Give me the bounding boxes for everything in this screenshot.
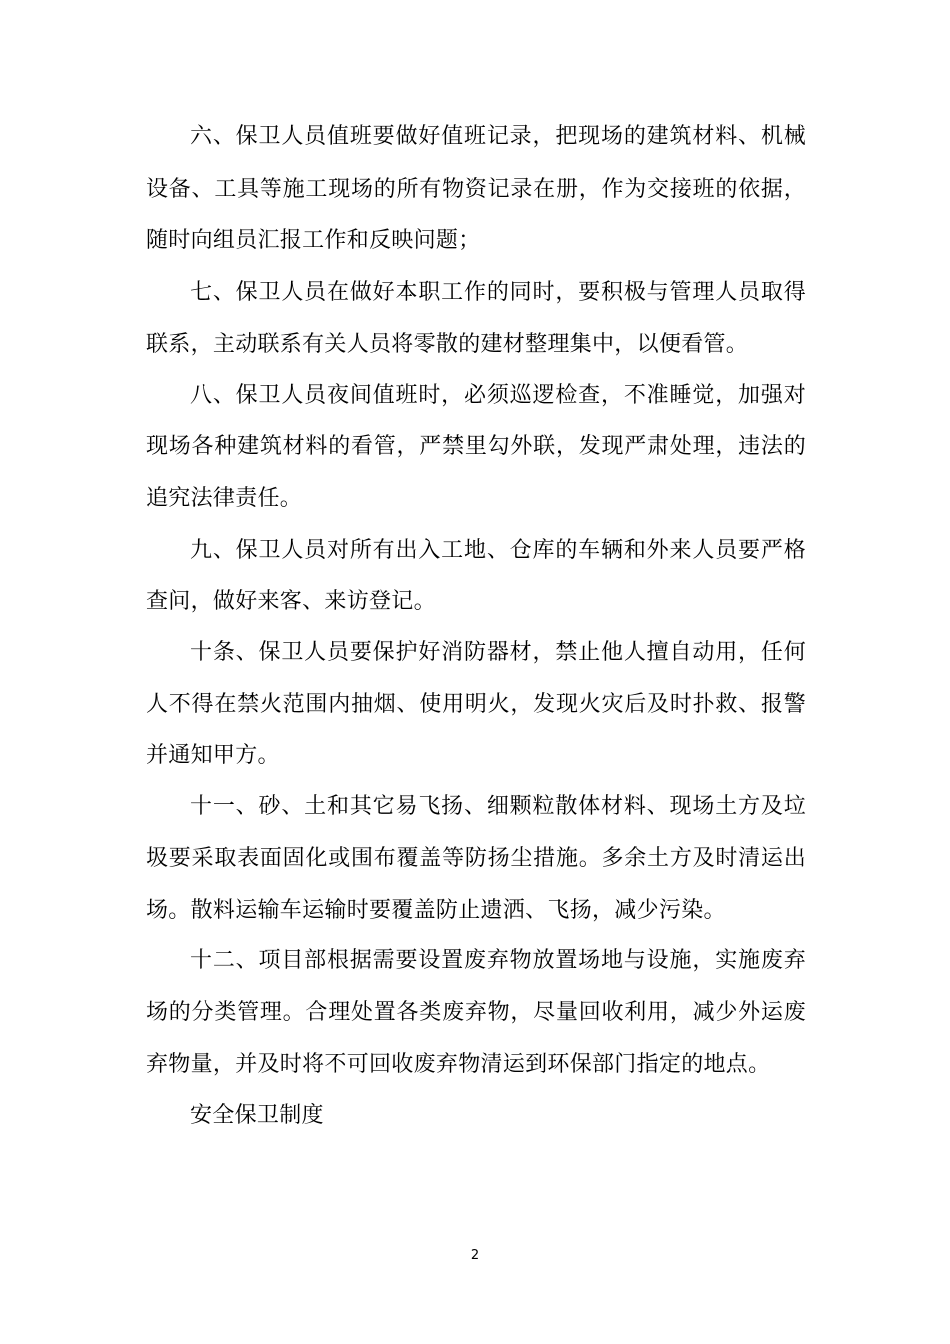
paragraph-12-line-3: 弃物量，并及时将不可回收废弃物清运到环保部门指定的地点。 xyxy=(146,1052,771,1077)
paragraph-10-line-1: 十条、保卫人员要保护好消防器材，禁止他人擅自动用，任何 xyxy=(190,640,806,665)
paragraph-6-line-1: 六、保卫人员值班要做好值班记录，把现场的建筑材料、机械 xyxy=(190,124,806,149)
paragraph-7-line-2: 联系，主动联系有关人员将零散的建材整理集中，以便看管。 xyxy=(146,332,749,357)
paragraph-12-line-2: 场的分类管理。合理处置各类废弃物，尽量回收利用，减少外运废 xyxy=(146,1000,806,1025)
page-number: 2 xyxy=(470,1248,480,1263)
paragraph-9-line-2: 查问，做好来客、来访登记。 xyxy=(146,589,436,614)
paragraph-12-line-1: 十二、项目部根据需要设置废弃物放置场地与设施，实施废弃 xyxy=(190,948,806,973)
paragraph-8-line-3: 追究法律责任。 xyxy=(146,486,303,511)
paragraph-9-line-1: 九、保卫人员对所有出入工地、仓库的车辆和外来人员要严格 xyxy=(190,538,806,563)
paragraph-11-line-2: 圾要采取表面固化或围布覆盖等防扬尘措施。多余土方及时清运出 xyxy=(146,846,806,871)
paragraph-11-line-3: 场。散料运输车运输时要覆盖防止遗洒、飞扬，减少污染。 xyxy=(146,898,726,923)
paragraph-8-line-1: 八、保卫人员夜间值班时，必须巡逻检查，不准睡觉，加强对 xyxy=(190,383,806,408)
paragraph-6-line-2: 设备、工具等施工现场的所有物资记录在册，作为交接班的依据， xyxy=(146,177,806,202)
section-heading: 安全保卫制度 xyxy=(190,1103,324,1128)
paragraph-7-line-1: 七、保卫人员在做好本职工作的同时，要积极与管理人员取得 xyxy=(190,280,806,305)
paragraph-10-line-2: 人不得在禁火范围内抽烟、使用明火，发现火灾后及时扑救、报警 xyxy=(146,692,806,717)
paragraph-8-line-2: 现场各种建筑材料的看管，严禁里勾外联，发现严肃处理，违法的 xyxy=(146,434,806,459)
paragraph-10-line-3: 并通知甲方。 xyxy=(146,743,280,768)
paragraph-6-line-3: 随时向组员汇报工作和反映问题； xyxy=(146,228,481,253)
paragraph-11-line-1: 十一、砂、土和其它易飞扬、细颗粒散体材料、现场土方及垃 xyxy=(190,794,806,819)
